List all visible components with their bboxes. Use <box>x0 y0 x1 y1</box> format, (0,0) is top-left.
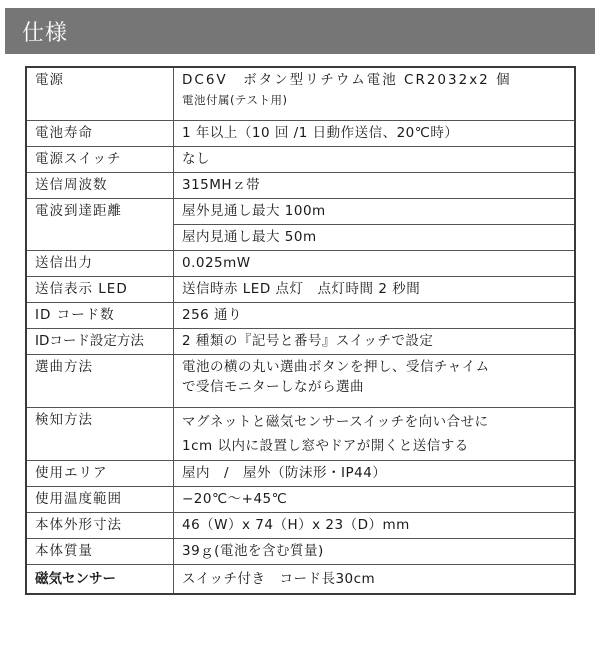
spec-label: ID コード数 <box>26 302 174 328</box>
spec-label: 送信周波数 <box>26 172 174 198</box>
spec-value <box>174 67 576 120</box>
table-row <box>26 276 575 302</box>
table-row <box>26 250 575 276</box>
table-row <box>26 302 575 328</box>
spec-value: 46（W）x 74（H）x 23（D）mm <box>174 512 576 538</box>
spec-value: 256 通り <box>174 302 576 328</box>
table-row <box>26 460 575 486</box>
spec-value: 屋内 / 屋外（防沫形・IP44） <box>174 460 576 486</box>
spec-value-line: マグネットと磁気センサースイッチを向い合せに <box>182 413 489 430</box>
spec-value <box>174 407 576 460</box>
table-row <box>26 328 575 354</box>
spec-value: 屋外見通し最大 100m <box>174 198 576 224</box>
spec-value-line: 電池の横の丸い選曲ボタンを押し、受信チャイム <box>182 358 490 375</box>
spec-label: 送信出力 <box>26 250 174 276</box>
table-row <box>26 172 575 198</box>
header-bar <box>5 8 595 54</box>
spec-label: 送信表示 LED <box>26 276 174 302</box>
table-row <box>26 198 575 224</box>
spec-value-line: DC6V ボタン型リチウム電池 CR2032x2 個 <box>182 72 512 88</box>
table-row <box>26 120 575 146</box>
spec-value: −20℃〜+45℃ <box>174 486 576 512</box>
spec-value: 0.025mW <box>174 250 576 276</box>
spec-label: 使用温度範囲 <box>26 486 174 512</box>
table-row <box>26 538 575 564</box>
spec-value: スイッチ付き コード長30cm <box>174 564 576 594</box>
spec-label: 磁気センサー <box>26 564 174 594</box>
spec-label: 電源 <box>26 67 174 120</box>
spec-value: 315MHｚ帯 <box>174 172 576 198</box>
spec-label: 電池寿命 <box>26 120 174 146</box>
spec-value-line: で受信モニターしながら選曲 <box>182 378 364 395</box>
table-row <box>26 512 575 538</box>
spec-value-line: 電池付属(テスト用) <box>182 93 288 107</box>
spec-label: 選曲方法 <box>26 354 174 407</box>
spec-value: 39ｇ(電池を含む質量) <box>174 538 576 564</box>
table-row <box>26 407 575 460</box>
table-row <box>26 146 575 172</box>
table-row <box>26 354 575 407</box>
spec-value: なし <box>174 146 576 172</box>
spec-value: 2 種類の『記号と番号』スイッチで設定 <box>174 328 576 354</box>
spec-value: 屋内見通し最大 50m <box>174 224 576 250</box>
spec-label: 本体外形寸法 <box>26 512 174 538</box>
table-row <box>26 486 575 512</box>
spec-value: 1 年以上（10 回 /1 日動作送信、20℃時） <box>174 120 576 146</box>
page-title: 仕様 <box>22 20 69 46</box>
spec-label: IDコード設定方法 <box>26 328 174 354</box>
spec-value-line: 1cm 以内に設置し窓やドアが開くと送信する <box>182 437 469 454</box>
spec-label: 電源スイッチ <box>26 146 174 172</box>
spec-value: 送信時赤 LED 点灯 点灯時間 2 秒間 <box>174 276 576 302</box>
spec-label: 検知方法 <box>26 407 174 460</box>
spec-label: 電波到達距離 <box>26 198 174 250</box>
spec-table <box>25 66 576 595</box>
table-row <box>26 564 575 594</box>
table-row <box>26 67 575 120</box>
spec-label: 本体質量 <box>26 538 174 564</box>
spec-value <box>174 354 576 407</box>
spec-label: 使用エリア <box>26 460 174 486</box>
